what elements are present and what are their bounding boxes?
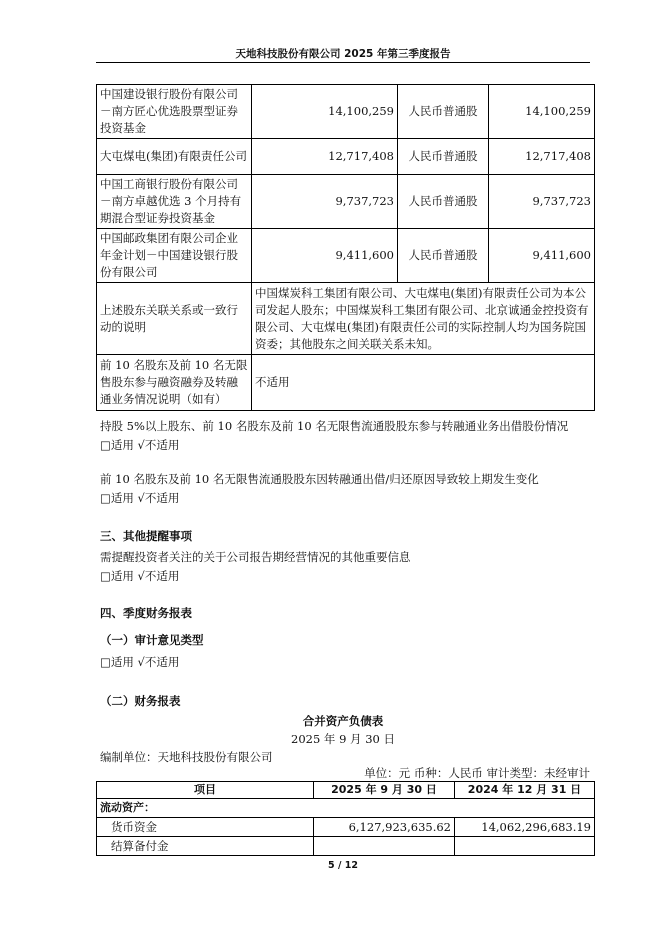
page-number: 5 / 12	[328, 860, 358, 871]
related-label: 上述股东关联关系或一致行动的说明	[97, 283, 252, 355]
table-row	[97, 799, 595, 818]
table-row	[97, 283, 595, 355]
margin-label: 前 10 名股东及前 10 名无限售股东参与融资融券及转融通业务情况说明（如有）	[97, 355, 252, 411]
share-type: 人民币普通股	[398, 139, 489, 175]
shares-held: 12,717,408	[252, 139, 398, 175]
col-header-item: 项目	[97, 782, 314, 799]
section-title-3: 三、其他提醒事项	[100, 529, 192, 543]
share-type: 人民币普通股	[398, 229, 489, 283]
col-header-date2: 2024 年 12 月 31 日	[455, 782, 595, 799]
para-change: 前 10 名股东及前 10 名无限售流通股股东因转融通出借/归还原因导致较上期发生变化	[100, 472, 539, 486]
shareholder-name: 中国邮政集团有限公司企业年金计划－中国建设银行股份有限公司	[97, 229, 252, 283]
table-row	[97, 837, 595, 856]
shares-held: 9,411,600	[252, 229, 398, 283]
table-row	[97, 85, 595, 139]
table-header-row	[97, 782, 595, 799]
shares-held: 9,737,723	[252, 175, 398, 229]
table-row	[97, 355, 595, 411]
preparer: 编制单位：天地科技股份有限公司	[100, 750, 273, 764]
value-2024	[455, 837, 595, 856]
units-line: 单位：元 币种：人民币 审计类型：未经审计	[364, 766, 590, 780]
check-lending: □适用 √不适用	[100, 438, 180, 452]
value-2025: 6,127,923,635.62	[314, 818, 455, 837]
shareholder-name: 中国建设银行股份有限公司－南方匠心优选股票型证券投资基金	[97, 85, 252, 139]
check-section3: □适用 √不适用	[100, 569, 180, 583]
table-row	[97, 229, 595, 283]
row-label: 结算备付金	[97, 837, 314, 856]
check-audit: □适用 √不适用	[100, 655, 180, 669]
share-type: 人民币普通股	[398, 175, 489, 229]
share-count: 14,100,259	[489, 85, 595, 139]
document-header: 天地科技股份有限公司 2025 年第三季度报告	[235, 48, 451, 60]
col-header-date1: 2025 年 9 月 30 日	[314, 782, 455, 799]
balance-date: 2025 年 9 月 30 日	[291, 732, 395, 746]
table-row	[97, 175, 595, 229]
shares-held: 14,100,259	[252, 85, 398, 139]
shareholder-name: 中国工商银行股份有限公司－南方卓越优选 3 个月持有期混合型证券投资基金	[97, 175, 252, 229]
balance-title: 合并资产负债表	[302, 714, 384, 728]
share-count: 12,717,408	[489, 139, 595, 175]
row-label: 流动资产：	[97, 799, 595, 818]
section3-text: 需提醒投资者关注的关于公司报告期经营情况的其他重要信息	[100, 550, 411, 564]
balance-table	[96, 781, 595, 856]
share-count: 9,737,723	[489, 175, 595, 229]
table-row	[97, 818, 595, 837]
check-change: □适用 √不适用	[100, 491, 180, 505]
subsection-financial: （二）财务报表	[100, 694, 181, 708]
para-lending: 持股 5%以上股东、前 10 名股东及前 10 名无限售流通股股东参与转融通业务出借股份情况	[100, 419, 569, 433]
header-divider	[96, 62, 590, 63]
related-text: 中国煤炭科工集团有限公司、大屯煤电(集团)有限责任公司为本公司发起人股东；中国煤炭科工集团有限公司、北京诚通金控投资有限公司、大屯煤电(集团)有限责任公司的实际控制人均为国务院国资委；其他股东之间关联关系未知。	[252, 283, 595, 355]
share-count: 9,411,600	[489, 229, 595, 283]
shareholder-name: 大屯煤电(集团)有限责任公司	[97, 139, 252, 175]
margin-text: 不适用	[252, 355, 595, 411]
shareholders-table	[96, 84, 595, 411]
table-row	[97, 139, 595, 175]
value-2024: 14,062,296,683.19	[455, 818, 595, 837]
section-title-4: 四、季度财务报表	[100, 606, 192, 620]
row-label: 货币资金	[97, 818, 314, 837]
share-type: 人民币普通股	[398, 85, 489, 139]
subsection-audit: （一）审计意见类型	[100, 633, 204, 647]
value-2025	[314, 837, 455, 856]
